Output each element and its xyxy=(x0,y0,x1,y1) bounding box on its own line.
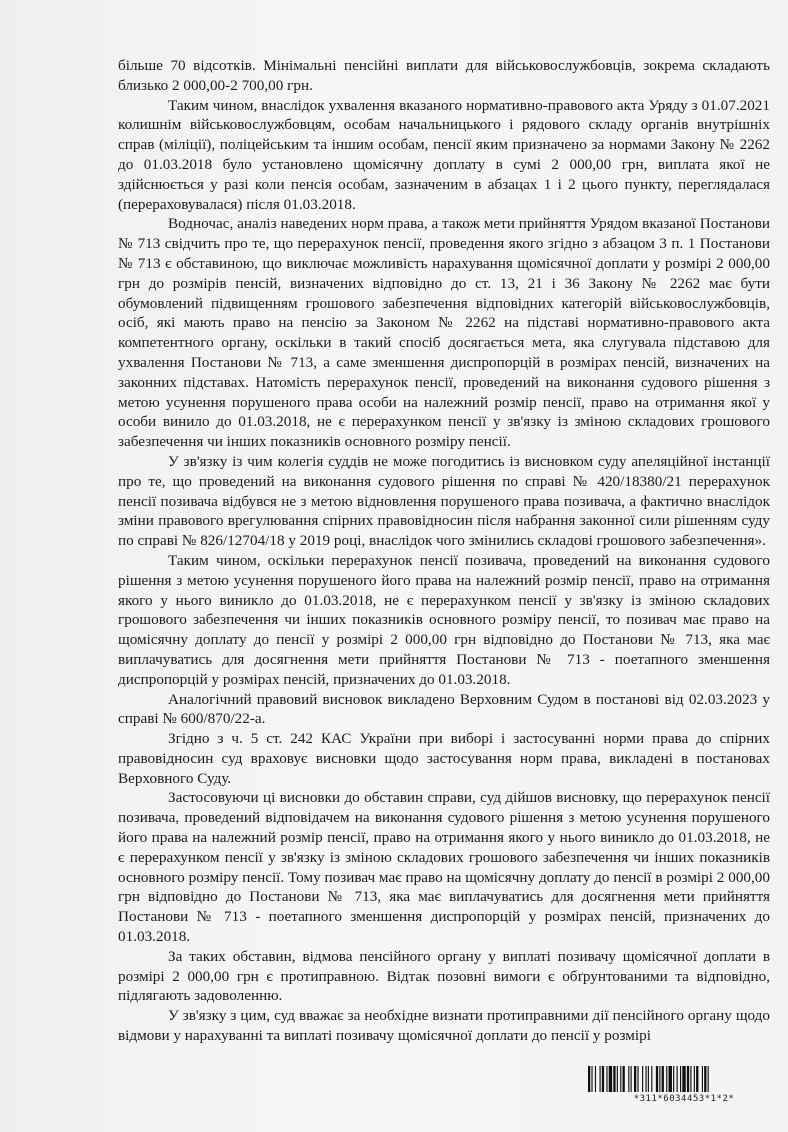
document-body xyxy=(118,56,770,1046)
paragraph-7: Застосовуючи ці висновки до обставин справи, суд дійшов висновку, що перерахунок пенсії позивача, проведений відповідачем на виконання судового рішення з метою усунення порушеного його права на належний розмір пенсії, право на отримання якого у нього виникло до 01.03.2018, не є перерахунком пенсії у зв'язку із зміною складових грошового забезпечення чи інших показників основного розміру пенсії. Тому позивач має право на щомісячну доплату до пенсії в розмірі 2 000,00 грн відповідно до Постанови № 713, яка має виплачуватись для досягнення мети прийняття Постанови № 713 - поетапного зменшення диспропорцій у розмірах пенсій, призначених до 01.03.2018. xyxy=(118,789,770,946)
paragraph-8: За таких обставин, відмова пенсійного органу у виплаті позивачу щомісячної доплати в розмірі 2 000,00 грн є протиправною. Відтак позовні вимоги є обґрунтованими та відповідно, підлягають задоволенню. xyxy=(118,947,770,1005)
paragraph-0: більше 70 відсотків. Мінімальні пенсійні виплати для військовослужбовців, зокрема складають близько 2 000,00-2 700,00 грн. xyxy=(118,57,770,94)
paragraph-5: Аналогічний правовий висновок викладено Верховним Судом в постанові від 02.03.2023 у справі № 600/870/22-а. xyxy=(118,690,770,728)
barcode-number: *311*6034453*1*2* xyxy=(633,1094,735,1104)
paragraph-2: Водночас, аналіз наведених норм права, а також мети прийняття Урядом вказаної Постанови № 713 свідчить про те, що перерахунок пенсії, проведення якого згідно з абзацом 3 п. 1 Постанови № 713 є обставиною, що виключає можливість нарахування щомісячної доплати у розмірі 2 000,00 грн до розмірів пенсій, визначених відповідно до ст. 13, 21 і 36 Закону № 2262 має бути обумовлений підвищенням грошового забезпечення відповідних категорій військовослужбовців, осіб, які мають право на пенсію за Законом № 2262 на підставі нормативно-правового акта компетентного органу, оскільки в такий спосіб досягається мета, яка слугувала підставою для ухвалення Постанови № 713, а саме зменшення диспропорцій в розмірах пенсій, визначених на законних підставах. Натомість перерахунок пенсії, проведений на виконання судового рішення з метою усунення порушеного права особи на належний розмір пенсії, право на отримання якої у особи винило до 01.03.2018, не є перерахунком пенсії у зв'язку із зміною складових грошового забезпечення чи інших показників основного розміру пенсії. xyxy=(118,215,770,451)
document-barcode xyxy=(588,1066,780,1116)
paragraph-3-quote: У зв'язку із чим колегія суддів не може погодитись із висновком суду апеляційної інстанції про те, що проведений на виконання судового рішення по справі № 420/18380/21 перерахунок пенсії позивача відбувся не з метою відновлення порушеного права позивача, а фактично внаслідок зміни правового врегулювання спірних правовідносин після набрання законної сили рішенням суду по справі № 826/12704/18 у 2019 році, внаслідок чого змінились складові грошового забезпечення». xyxy=(118,452,770,550)
paragraph-1: Таким чином, внаслідок ухвалення вказаного нормативно-правового акта Уряду з 01.07.2021 колишнім військовослужбовцям, особам начальницького і рядового складу органів внутрішніх справ (міліції), поліцейським та іншим особам, пенсії яким призначено за нормами Закону № 2262 до 01.03.2018 було установлено щомісячну доплату в сумі 2 000,00 грн, виплата якої не здійснюється у разі коли пенсія особам, зазначеним в абзацах 1 і 2 цього пункту, переглядалася (перераховувалася) після 01.03.2018. xyxy=(118,96,770,213)
paragraph-6: Згідно з ч. 5 ст. 242 КАС України при виборі і застосуванні норми права до спірних правовідносин суд враховує висновки щодо застосування норм права, викладені в постановах Верховного Суду. xyxy=(118,730,770,787)
barcode-image xyxy=(588,1066,780,1092)
paragraph-9: У зв'язку з цим, суд вважає за необхідне визнати протиправними дії пенсійного органу щодо відмови у нарахуванні та виплаті позивачу щомісячної доплати до пенсії у розмірі xyxy=(118,1007,770,1045)
paragraph-4: Таким чином, оскільки перерахунок пенсії позивача, проведений на виконання судового рішення з метою усунення порушеного його права на належний розмір пенсії, право на отримання якого у нього виникло до 01.03.2018, не є перерахунком пенсії у зв'язку із зміною складових грошового забезпечення чи інших показників основного розміру пенсії, то позивач має право на щомісячну доплату до пенсії у розмірі 2 000,00 грн відповідно до Постанови № 713, яка має виплачуватись для досягнення мети прийняття Постанови № 713 - поетапного зменшення диспропорцій у розмірах пенсій, призначених до 01.03.2018. xyxy=(118,551,770,688)
